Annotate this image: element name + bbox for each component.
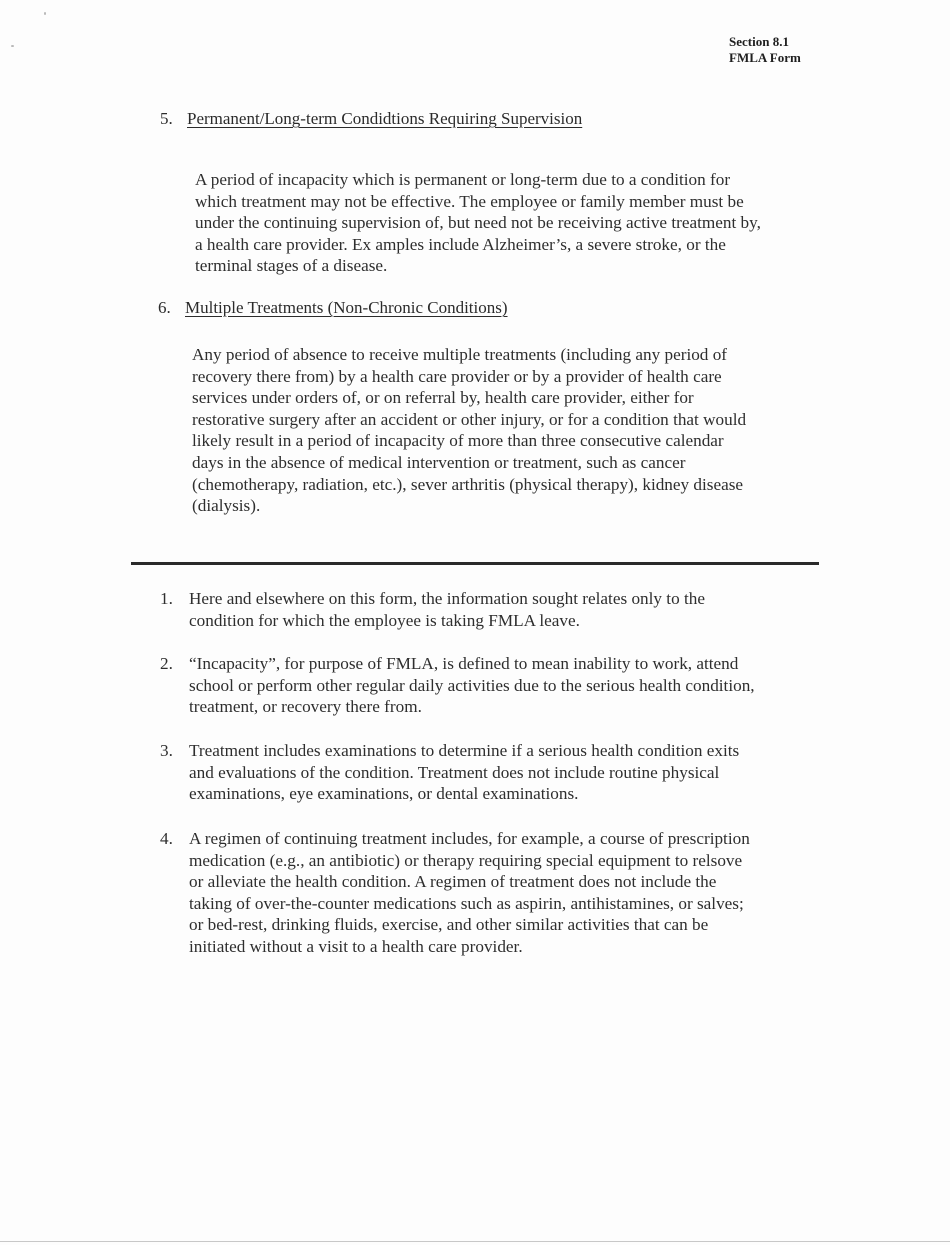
paragraph-line: (chemotherapy, radiation, etc.), sever arthritis (physical therapy), kidney disease — [192, 474, 744, 494]
footnote-line: condition for which the employee is taking FMLA leave. — [189, 610, 580, 630]
footnote-number: 2. — [160, 654, 173, 673]
footnote-number: 1. — [160, 589, 173, 608]
footnote-body — [189, 740, 739, 805]
section-number: Section 8.1 — [729, 34, 789, 49]
footnote-line: taking of over-the-counter medications such as aspirin, antihistamines, or salves; — [189, 893, 744, 913]
paragraph-line: A period of incapacity which is permanent or long-term due to a condition for — [195, 170, 731, 189]
form-name: FMLA Form — [729, 50, 801, 65]
section-divider — [131, 562, 819, 565]
footnote-line: school or perform other regular daily activities due to the serious health condition, — [189, 675, 755, 695]
scan-speck — [11, 45, 14, 47]
scan-edge-line — [0, 1241, 950, 1242]
footnote-body — [189, 588, 705, 631]
paragraph-line: likely result in a period of incapacity of more than three consecutive calendar — [192, 431, 724, 451]
paragraph-line: under the continuing supervision of, but need not be receiving active treatment by, — [195, 213, 761, 233]
footnote-number: 4. — [160, 829, 173, 848]
footnote-line: treatment, or recovery there from. — [189, 697, 422, 717]
section-heading-5 — [160, 109, 582, 129]
section-heading-6 — [158, 298, 508, 318]
footnote-line: examinations, eye examinations, or dental examinations. — [189, 784, 579, 804]
section-paragraph-6 — [192, 344, 746, 517]
footnote-line: medication (e.g., an antibiotic) or therapy requiring special equipment to relsove — [189, 850, 743, 870]
footnote-body — [189, 828, 750, 958]
paragraph-line: a health care provider. Ex amples include Alzheimer’s, a severe stroke, or the — [195, 234, 726, 254]
scan-speck — [44, 12, 46, 15]
paragraph-line: which treatment may not be effective. The employee or family member must be — [195, 191, 744, 211]
footnote-line: initiated without a visit to a health care provider. — [189, 936, 523, 956]
paragraph-line: recovery there from) by a health care provider or by a provider of health care — [192, 366, 722, 386]
footnote-line: or bed-rest, drinking fluids, exercise, and other similar activities that can be — [189, 915, 709, 935]
footnote-line: and evaluations of the condition. Treatment does not include routine physical — [189, 762, 720, 782]
section-number-5: 5. — [160, 109, 173, 128]
footnote-number: 3. — [160, 741, 173, 760]
footnote-line: Here and elsewhere on this form, the information sought relates only to the — [189, 589, 705, 608]
footnote-line: Treatment includes examinations to determine if a serious health condition exits — [189, 741, 740, 760]
paragraph-line: (dialysis). — [192, 496, 261, 516]
paragraph-line: Any period of absence to receive multiple treatments (including any period of — [192, 345, 728, 364]
footnote-line: A regimen of continuing treatment includes, for example, a course of prescription — [189, 829, 750, 848]
footnote-line: or alleviate the health condition. A regimen of treatment does not include the — [189, 872, 717, 892]
paragraph-line: services under orders of, or on referral by, health care provider, either for — [192, 388, 694, 408]
section-number-6: 6. — [158, 298, 171, 317]
footnote-body — [189, 653, 755, 718]
paragraph-line: terminal stages of a disease. — [195, 256, 388, 276]
section-paragraph-5 — [195, 169, 761, 277]
section-title-6: Multiple Treatments (Non-Chronic Conditions) — [185, 298, 508, 317]
footnote-line: “Incapacity”, for purpose of FMLA, is defined to mean inability to work, attend — [189, 654, 739, 673]
section-header — [729, 34, 801, 66]
section-title-5: Permanent/Long-term Condidtions Requiring Supervision — [187, 109, 583, 128]
paragraph-line: days in the absence of medical intervention or treatment, such as cancer — [192, 452, 686, 472]
paragraph-line: restorative surgery after an accident or other injury, or for a condition that would — [192, 409, 747, 429]
